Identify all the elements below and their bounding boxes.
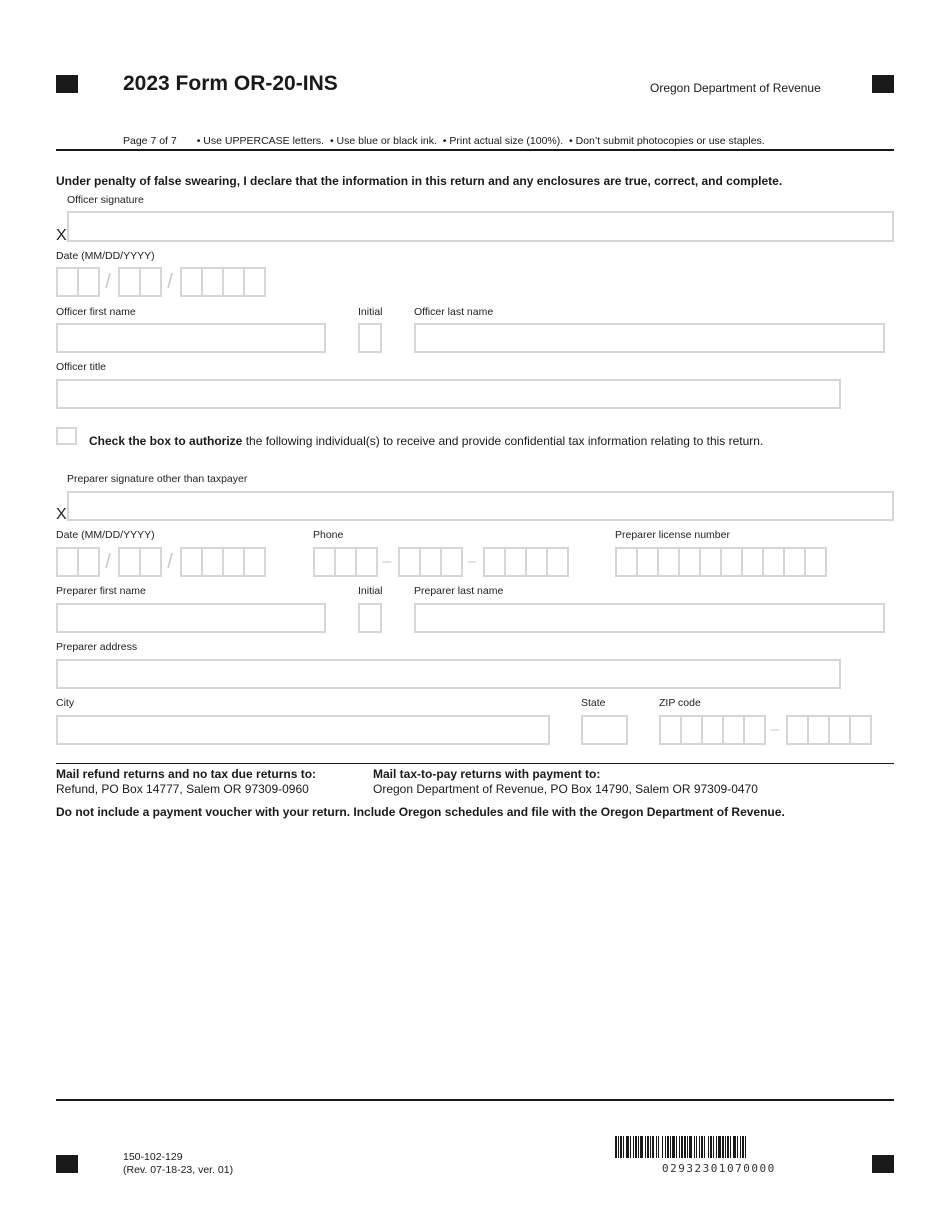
zip-digit-box[interactable]	[786, 715, 809, 745]
phone-digit-box[interactable]	[313, 547, 336, 577]
page-number: Page 7 of 7	[123, 135, 177, 147]
date-digit-box[interactable]	[201, 547, 224, 577]
barcode-bar	[626, 1136, 629, 1158]
officer-first-name-field[interactable]	[56, 323, 326, 353]
date-digit-box[interactable]	[56, 547, 79, 577]
form-number-block	[123, 1151, 233, 1177]
form-number: 150-102-129	[123, 1151, 183, 1163]
city-label: City	[56, 697, 75, 709]
preparer-license-field[interactable]	[615, 547, 825, 577]
zip-digit-box[interactable]	[722, 715, 745, 745]
state-label: State	[581, 697, 606, 709]
registration-mark-bottom-right	[872, 1155, 894, 1173]
phone-digit-box[interactable]	[440, 547, 463, 577]
preparer-signature-label: Preparer signature other than taxpayer	[67, 473, 248, 485]
phone-digit-box[interactable]	[504, 547, 527, 577]
barcode-bar	[696, 1136, 697, 1158]
phone-digit-box[interactable]	[355, 547, 378, 577]
form-title: 2023 Form OR-20-INS	[123, 72, 338, 95]
barcode-bar	[630, 1136, 631, 1158]
officer-date-field[interactable]	[56, 267, 264, 297]
license-digit-box[interactable]	[678, 547, 701, 577]
phone-digit-box[interactable]	[334, 547, 357, 577]
barcode-bar	[665, 1136, 666, 1158]
date-separator: /	[167, 270, 173, 293]
barcode-bar	[662, 1136, 663, 1158]
barcode-bar	[708, 1136, 709, 1158]
preparer-first-name-field[interactable]	[56, 603, 326, 633]
mailing-divider	[56, 763, 894, 764]
preparer-initial-field[interactable]	[358, 603, 382, 633]
refund-mailing-address: Refund, PO Box 14777, Salem OR 97309-0960	[56, 782, 309, 796]
instruction-no-photocopies: • Don’t submit photocopies or use staples.	[569, 135, 765, 147]
officer-initial-field[interactable]	[358, 323, 382, 353]
barcode-bar	[650, 1136, 651, 1158]
footer-divider	[56, 1099, 894, 1101]
barcode-bar	[681, 1136, 683, 1158]
department-name: Oregon Department of Revenue	[650, 81, 821, 95]
officer-initial-label: Initial	[358, 306, 383, 318]
authorize-checkbox[interactable]	[56, 427, 77, 445]
barcode-bar	[740, 1136, 741, 1158]
registration-mark-top-right	[872, 75, 894, 93]
barcode-bar	[615, 1136, 617, 1158]
date-digit-box[interactable]	[243, 267, 266, 297]
phone-separator: –	[382, 553, 392, 570]
date-separator: /	[167, 550, 173, 573]
preparer-signature-x: X	[56, 506, 67, 523]
zip-separator: –	[770, 721, 780, 738]
phone-digit-box[interactable]	[546, 547, 569, 577]
license-digit-box[interactable]	[804, 547, 827, 577]
date-digit-box[interactable]	[180, 267, 203, 297]
barcode-bar	[684, 1136, 686, 1158]
date-digit-box[interactable]	[77, 547, 100, 577]
license-digit-box[interactable]	[657, 547, 680, 577]
barcode-bar	[733, 1136, 736, 1158]
preparer-date-field[interactable]	[56, 547, 264, 577]
officer-first-name-label: Officer first name	[56, 306, 136, 318]
state-field[interactable]	[581, 715, 628, 745]
barcode-bar	[676, 1136, 677, 1158]
barcode-bar	[679, 1136, 680, 1158]
phone-digit-box[interactable]	[419, 547, 442, 577]
preparer-first-name-label: Preparer first name	[56, 585, 146, 597]
barcode-bar	[670, 1136, 671, 1158]
preparer-address-label: Preparer address	[56, 641, 138, 653]
declaration-text: Under penalty of false swearing, I declare that the information in this return and any enclosures are true, correct, and complete.	[56, 174, 783, 188]
barcode-bar	[699, 1136, 700, 1158]
barcode-bar	[701, 1136, 703, 1158]
barcode-bar	[656, 1136, 657, 1158]
instruction-print-size: • Print actual size (100%).	[442, 135, 564, 147]
officer-signature-x: X	[56, 227, 67, 244]
preparer-initial-label: Initial	[358, 585, 383, 597]
officer-date-label: Date (MM/DD/YYYY)	[56, 250, 155, 262]
date-separator: /	[105, 550, 111, 573]
zip-code-label: ZIP code	[659, 697, 701, 709]
voucher-notice: Do not include a payment voucher with your return. Include Oregon schedules and file with the Oregon Department of Revenue.	[56, 805, 785, 819]
barcode-bar	[704, 1136, 705, 1158]
license-digit-box[interactable]	[720, 547, 743, 577]
date-digit-box[interactable]	[222, 547, 245, 577]
barcode-bar	[687, 1136, 688, 1158]
officer-last-name-field[interactable]	[414, 323, 885, 353]
preparer-last-name-label: Preparer last name	[414, 585, 504, 597]
officer-signature-field[interactable]	[67, 211, 894, 242]
phone-separator: –	[467, 553, 477, 570]
page-instructions	[123, 135, 765, 147]
barcode-bar	[730, 1136, 731, 1158]
form-revision: (Rev. 07-18-23, ver. 01)	[123, 1164, 234, 1176]
barcode-bar	[620, 1136, 622, 1158]
header-divider	[56, 149, 894, 151]
preparer-license-label: Preparer license number	[615, 529, 730, 541]
barcode-bar	[725, 1136, 726, 1158]
date-digit-box[interactable]	[77, 267, 100, 297]
barcode-bar	[623, 1136, 624, 1158]
barcode-bar	[722, 1136, 724, 1158]
preparer-phone-label: Phone	[313, 529, 344, 541]
barcode-bar	[647, 1136, 649, 1158]
date-separator: /	[105, 270, 111, 293]
barcode-bar	[638, 1136, 639, 1158]
barcode-bar	[745, 1136, 746, 1158]
license-digit-box[interactable]	[741, 547, 764, 577]
license-digit-box[interactable]	[636, 547, 659, 577]
zip-digit-box[interactable]	[701, 715, 724, 745]
barcode-bar	[727, 1136, 729, 1158]
preparer-date-label: Date (MM/DD/YYYY)	[56, 529, 155, 541]
instruction-ink: • Use blue or black ink.	[329, 135, 437, 147]
date-digit-box[interactable]	[139, 267, 162, 297]
phone-digit-box[interactable]	[525, 547, 548, 577]
date-digit-box[interactable]	[118, 547, 141, 577]
barcode-bar	[713, 1136, 714, 1158]
barcode-bar	[716, 1136, 717, 1158]
date-digit-box[interactable]	[201, 267, 224, 297]
barcode-bar	[710, 1136, 712, 1158]
date-digit-box[interactable]	[56, 267, 79, 297]
officer-signature-label: Officer signature	[67, 194, 144, 206]
barcode-bar	[694, 1136, 695, 1158]
payment-mailing-address: Oregon Department of Revenue, PO Box 14790, Salem OR 97309-0470	[373, 782, 758, 796]
refund-mailing-heading: Mail refund returns and no tax due returns to:	[56, 767, 317, 781]
date-digit-box[interactable]	[118, 267, 141, 297]
zip-digit-box[interactable]	[680, 715, 703, 745]
barcode-bar	[667, 1136, 669, 1158]
barcode-bar	[658, 1136, 659, 1158]
barcode-bar	[689, 1136, 692, 1158]
barcode-bar	[645, 1136, 646, 1158]
authorize-text-rest: the following individual(s) to receive and provide confidential tax information relating to this return.	[242, 434, 764, 448]
date-digit-box[interactable]	[139, 547, 162, 577]
preparer-phone-field[interactable]	[313, 547, 567, 577]
zip-code-field[interactable]	[659, 715, 870, 745]
preparer-last-name-field[interactable]	[414, 603, 885, 633]
officer-title-field[interactable]	[56, 379, 841, 409]
barcode-bar	[633, 1136, 634, 1158]
license-digit-box[interactable]	[762, 547, 785, 577]
instruction-uppercase: • Use UPPERCASE letters.	[196, 135, 325, 147]
license-digit-box[interactable]	[783, 547, 806, 577]
barcode-bar	[718, 1136, 721, 1158]
authorize-text	[89, 434, 763, 448]
preparer-signature-field[interactable]	[67, 491, 894, 521]
registration-mark-bottom-left	[56, 1155, 78, 1173]
license-digit-box[interactable]	[699, 547, 722, 577]
zip-digit-box[interactable]	[743, 715, 766, 745]
barcode-bar	[737, 1136, 738, 1158]
barcode-bar	[742, 1136, 744, 1158]
date-digit-box[interactable]	[243, 547, 266, 577]
date-digit-box[interactable]	[222, 267, 245, 297]
barcode-bar	[652, 1136, 654, 1158]
barcode-bar	[635, 1136, 637, 1158]
registration-mark-top-left	[56, 75, 78, 93]
city-field[interactable]	[56, 715, 550, 745]
zip-digit-box[interactable]	[828, 715, 851, 745]
barcode-number: 02932301070000	[662, 1162, 776, 1175]
authorize-text-bold: Check the box to authorize	[89, 434, 243, 448]
zip-digit-box[interactable]	[807, 715, 830, 745]
barcode-image	[615, 1136, 825, 1158]
zip-digit-box[interactable]	[659, 715, 682, 745]
barcode-bar	[672, 1136, 675, 1158]
barcode-bar	[618, 1136, 619, 1158]
date-digit-box[interactable]	[180, 547, 203, 577]
zip-digit-box[interactable]	[849, 715, 872, 745]
phone-digit-box[interactable]	[483, 547, 506, 577]
payment-mailing-heading: Mail tax-to-pay returns with payment to:	[373, 767, 601, 781]
officer-last-name-label: Officer last name	[414, 306, 494, 318]
barcode-bar	[640, 1136, 643, 1158]
officer-title-label: Officer title	[56, 361, 106, 373]
preparer-address-field[interactable]	[56, 659, 841, 689]
phone-digit-box[interactable]	[398, 547, 421, 577]
license-digit-box[interactable]	[615, 547, 638, 577]
